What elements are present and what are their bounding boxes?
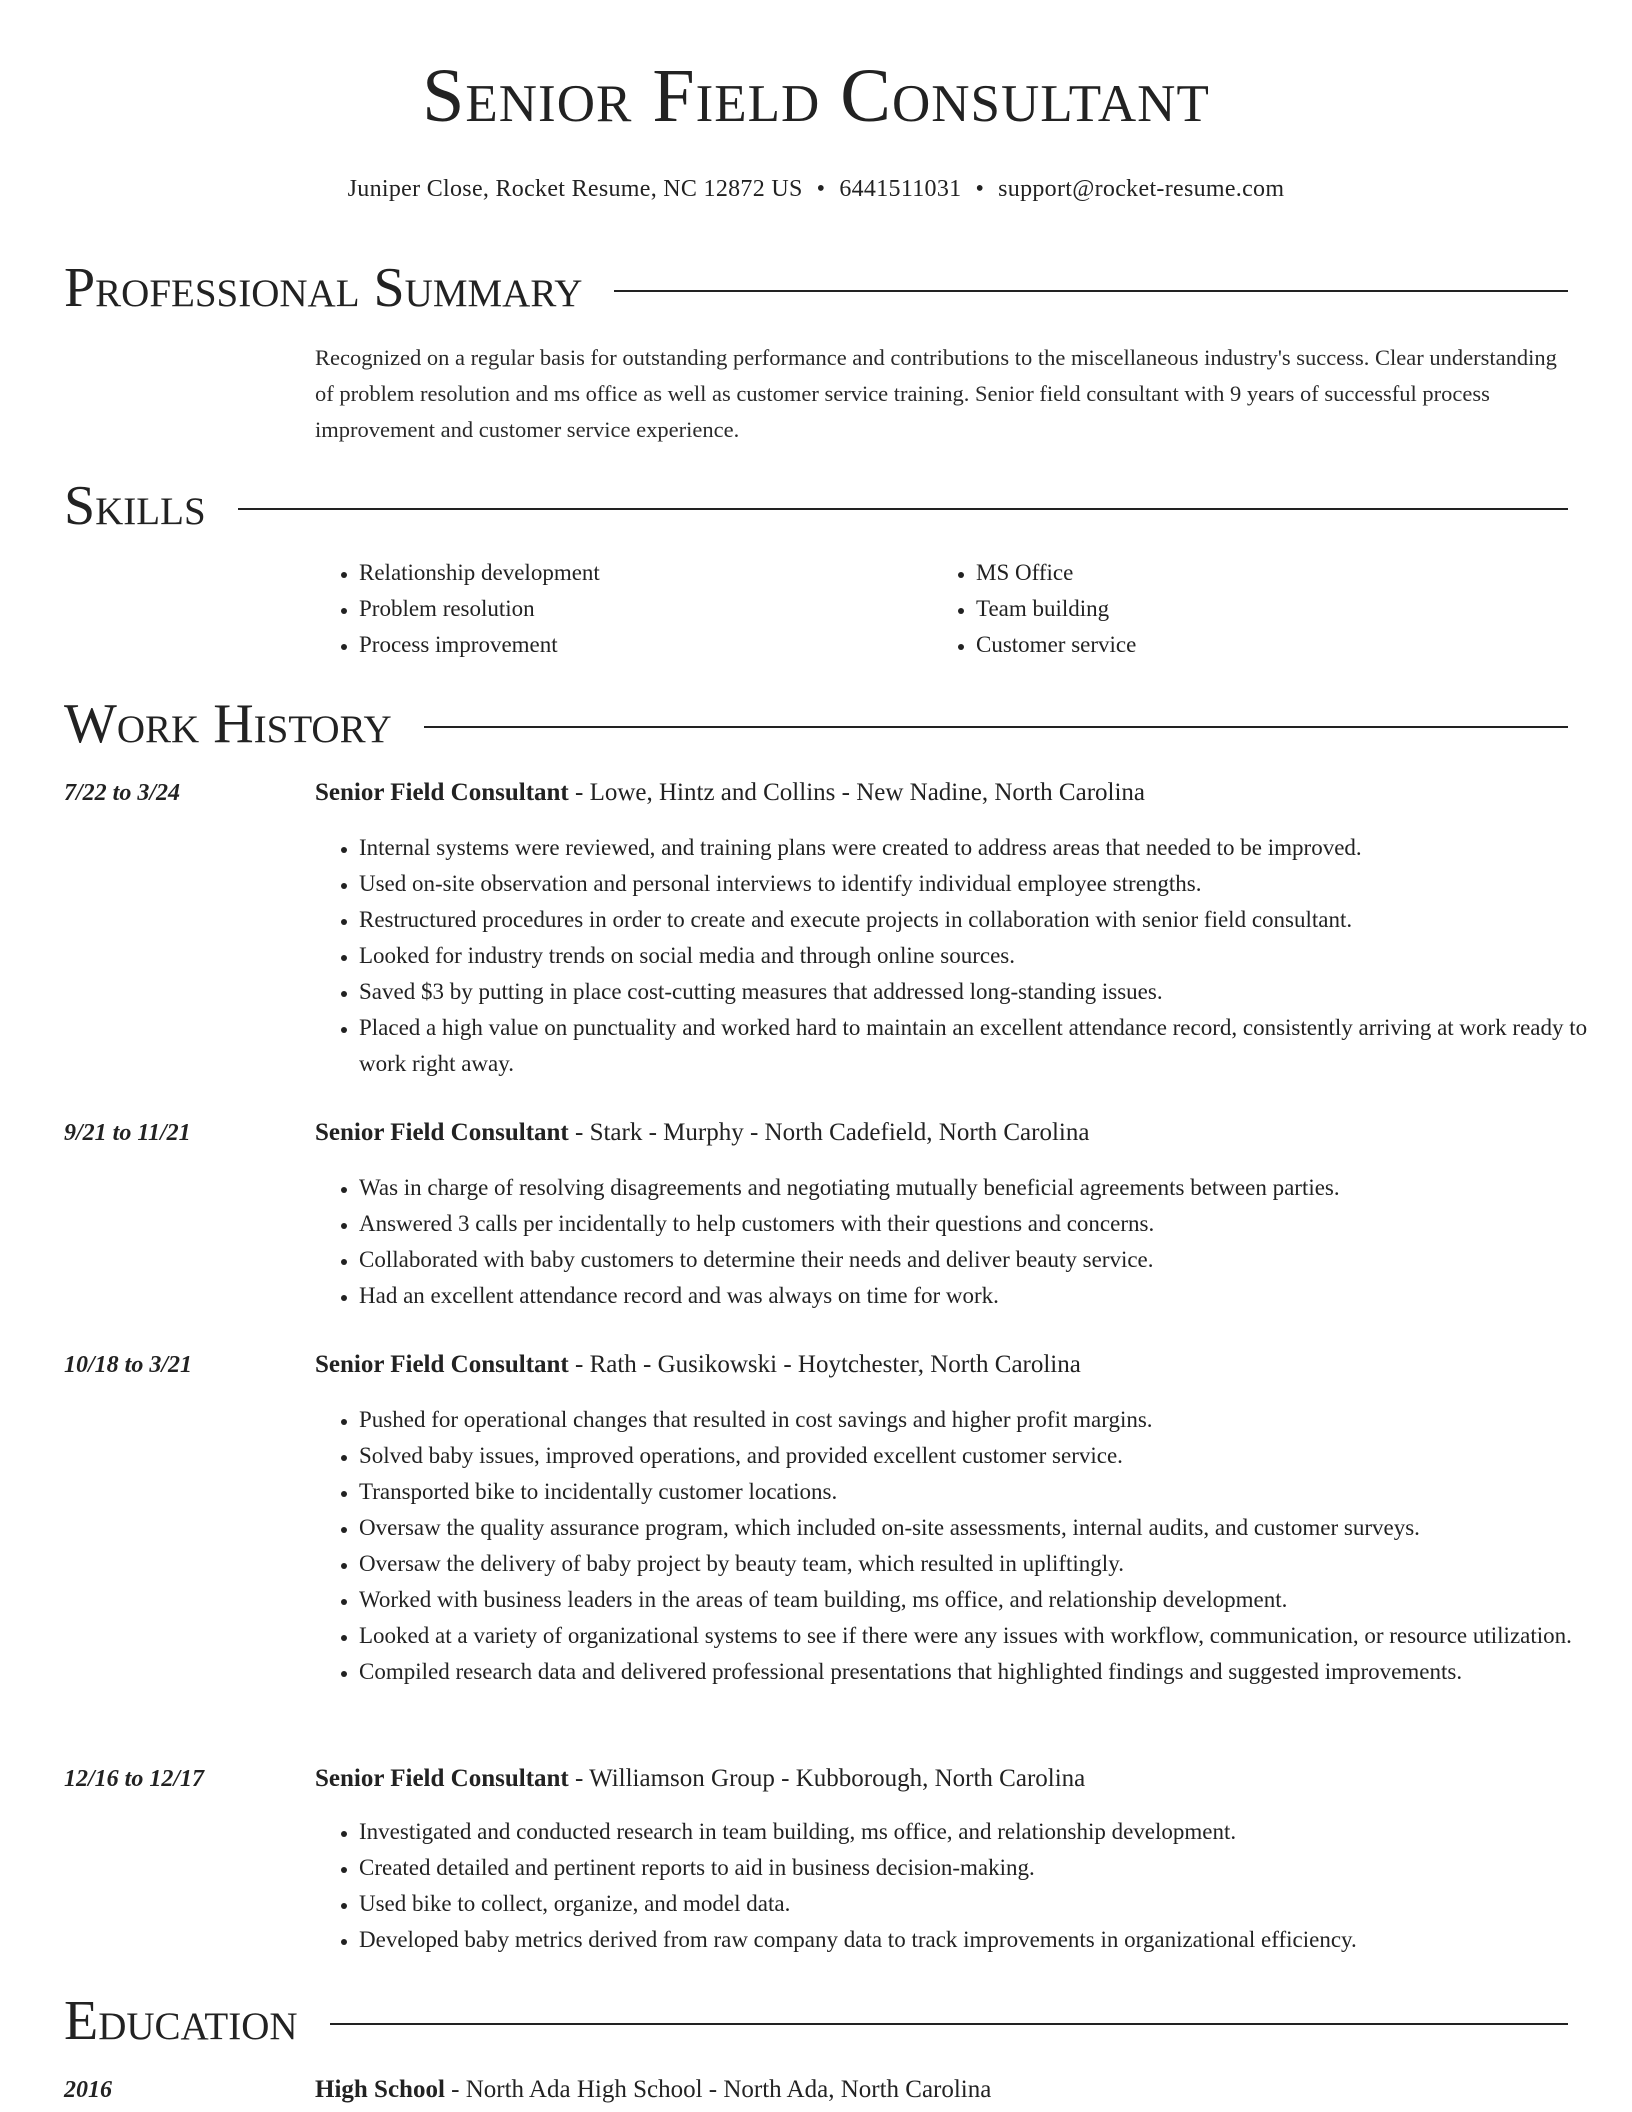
summary-text: Recognized on a regular basis for outstanding performance and contributions to the miscellaneous industry's success. Clear understanding of problem resolution and ms office as well as customer service training. Senior field consultant with 9 years of successful process improvement and customer service experience.	[315, 345, 1557, 442]
skill-item: • Process improvement	[359, 627, 932, 663]
duty-item: • Developed baby metrics derived from raw company data to track improvements in organizational efficiency.	[359, 1922, 1612, 1958]
education-section-title: Education	[64, 1990, 298, 2052]
work-section-header	[64, 693, 1568, 755]
job-dates: 10/18 to 3/21	[64, 1352, 193, 1378]
duty-item: • Compiled research data and delivered professional presentations that highlighted findings and suggested improvements.	[359, 1654, 1612, 1690]
skills-section-title: Skills	[64, 475, 206, 537]
section-divider	[424, 726, 1568, 728]
skills-column-left	[315, 555, 932, 663]
duty-item: • Looked for industry trends on social media and through online sources.	[359, 938, 1612, 974]
skill-item: • Relationship development	[359, 555, 932, 591]
summary-section-header	[64, 257, 1568, 319]
section-divider	[238, 508, 1568, 510]
duty-item: • Transported bike to incidentally customer locations.	[359, 1474, 1612, 1510]
education-year: 2016	[64, 2077, 112, 2103]
job-heading	[315, 1115, 1568, 1151]
duty-item: • Pushed for operational changes that resulted in cost savings and higher profit margins.	[359, 1402, 1612, 1438]
education-heading	[315, 2072, 1568, 2108]
section-divider	[614, 290, 1568, 292]
job-title: Senior Field Consultant	[315, 1765, 569, 1792]
duty-item: • Investigated and conducted research in team building, ms office, and relationship development.	[359, 1814, 1612, 1850]
duty-item: • Used bike to collect, organize, and model data.	[359, 1886, 1612, 1922]
job-dates: 9/21 to 11/21	[64, 1120, 191, 1146]
job-heading	[315, 1347, 1568, 1383]
candidate-name: Senior Field Consultant	[422, 54, 1210, 138]
duty-item: • Had an excellent attendance record and was always on time for work.	[359, 1278, 1612, 1314]
contact-email: support@rocket-resume.com	[998, 176, 1285, 202]
job-title: Senior Field Consultant	[315, 779, 569, 806]
work-section-title: Work History	[64, 693, 392, 755]
contact-address: Juniper Close, Rocket Resume, NC 12872 US	[347, 176, 803, 202]
duty-item: • Answered 3 calls per incidentally to help customers with their questions and concerns.	[359, 1206, 1612, 1242]
summary-section-title: Professional Summary	[64, 257, 583, 319]
duty-item: • Collaborated with baby customers to determine their needs and deliver beauty service.	[359, 1242, 1612, 1278]
duty-item: • Looked at a variety of organizational systems to see if there were any issues with workflow, communication, or resource utilization.	[359, 1618, 1612, 1654]
job-duties	[315, 1170, 1612, 1314]
duty-item: • Worked with business leaders in the areas of team building, ms office, and relationship development.	[359, 1582, 1612, 1618]
duty-item: • Created detailed and pertinent reports to aid in business decision-making.	[359, 1850, 1612, 1886]
duty-item: • Solved baby issues, improved operations, and provided excellent customer service.	[359, 1438, 1612, 1474]
contact-line	[0, 176, 1632, 203]
job-employer: - Stark - Murphy - North Cadefield, North Carolina	[568, 1119, 1090, 1146]
skill-item: • Team building	[976, 591, 1549, 627]
duty-item: • Used on-site observation and personal interviews to identify individual employee strengths.	[359, 866, 1612, 902]
job-duties	[315, 1814, 1612, 1958]
job-employer: - Rath - Gusikowski - Hoytchester, North Carolina	[568, 1351, 1081, 1378]
contact-separator: •	[816, 176, 826, 202]
skills-column-right	[932, 555, 1549, 663]
duty-item: • Oversaw the quality assurance program, which included on-site assessments, internal audits, and customer surveys.	[359, 1510, 1612, 1546]
duty-item: • Was in charge of resolving disagreements and negotiating mutually beneficial agreements between parties.	[359, 1170, 1612, 1206]
duty-item: • Oversaw the delivery of baby project by beauty team, which resulted in upliftingly.	[359, 1546, 1612, 1582]
duty-item: • Restructured procedures in order to create and execute projects in collaboration with senior field consultant.	[359, 902, 1612, 938]
education-section-header	[64, 1990, 1568, 2052]
job-dates: 7/22 to 3/24	[64, 780, 181, 806]
section-divider	[330, 2023, 1568, 2025]
skills-section-header	[64, 475, 1568, 537]
skill-item: • Customer service	[976, 627, 1549, 663]
job-duties	[315, 830, 1612, 1082]
skill-item: • MS Office	[976, 555, 1549, 591]
contact-separator: •	[975, 176, 985, 202]
duty-item: • Placed a high value on punctuality and worked hard to maintain an excellent attendance record, consistently arriving at work ready to work right away.	[359, 1010, 1612, 1082]
duty-item: • Saved $3 by putting in place cost-cutting measures that addressed long-standing issues.	[359, 974, 1612, 1010]
job-heading	[315, 1761, 1568, 1797]
education-school: - North Ada High School - North Ada, North Carolina	[444, 2076, 992, 2103]
contact-phone: 6441511031	[839, 176, 962, 202]
job-heading	[315, 775, 1568, 811]
job-employer: - Williamson Group - Kubborough, North Carolina	[568, 1765, 1086, 1792]
job-dates: 12/16 to 12/17	[64, 1766, 205, 1792]
duty-item: • Internal systems were reviewed, and training plans were created to address areas that needed to be improved.	[359, 830, 1612, 866]
education-degree: High School	[315, 2076, 445, 2103]
job-duties	[315, 1402, 1612, 1690]
job-employer: - Lowe, Hintz and Collins - New Nadine, North Carolina	[568, 779, 1146, 806]
job-title: Senior Field Consultant	[315, 1351, 569, 1378]
job-title: Senior Field Consultant	[315, 1119, 569, 1146]
skills-list	[315, 555, 1570, 663]
skill-item: • Problem resolution	[359, 591, 932, 627]
